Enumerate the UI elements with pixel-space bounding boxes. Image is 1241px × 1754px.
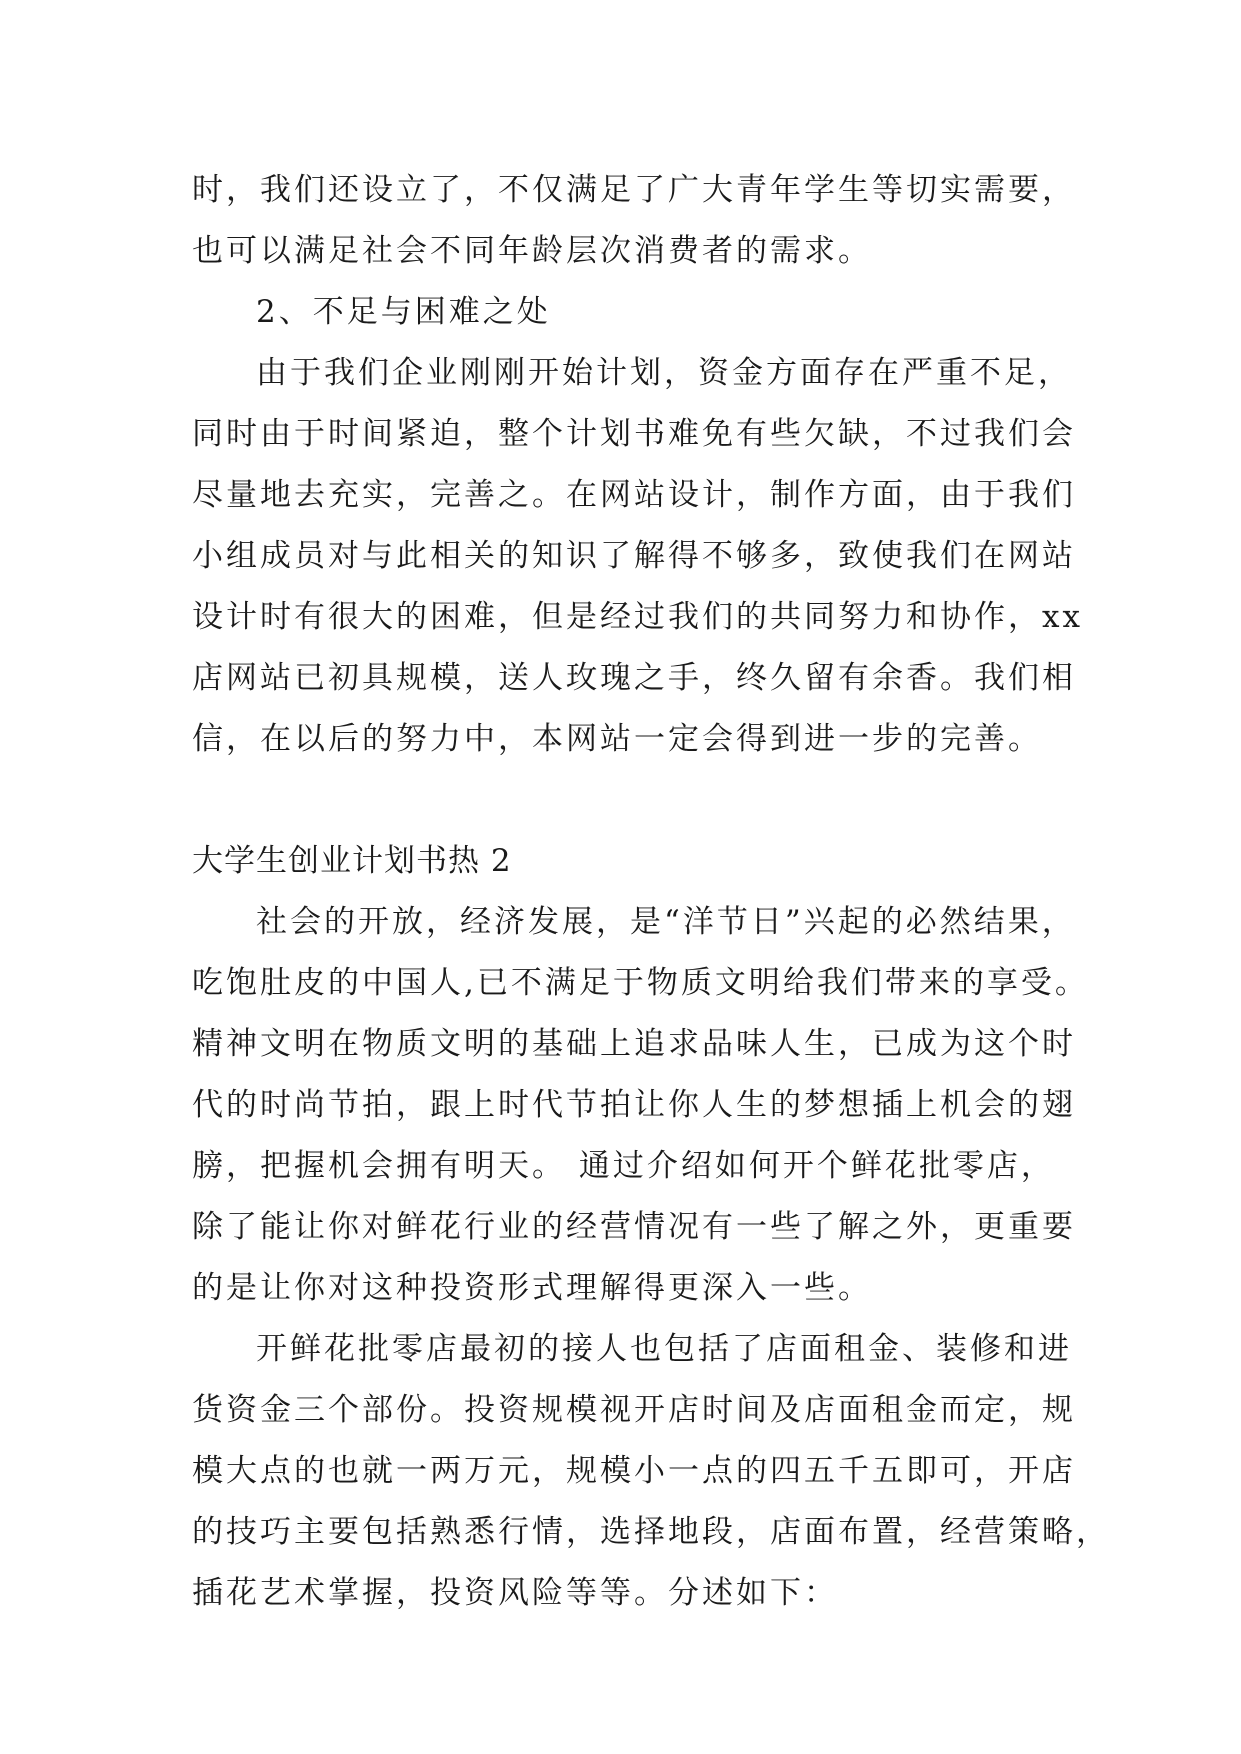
text-line: 由于我们企业刚刚开始计划，资金方面存在严重不足， bbox=[256, 355, 1072, 391]
text-line: 尽量地去充实，完善之。在网站设计，制作方面，由于我们 bbox=[192, 477, 1076, 513]
document-body bbox=[192, 160, 1110, 1624]
text-line: 的是让你对这种投资形式理解得更深入一些。 bbox=[192, 1270, 872, 1306]
spacer bbox=[192, 770, 1054, 831]
text-line: 货资金三个部份。投资规模视开店时间及店面租金而定，规 bbox=[192, 1392, 1076, 1428]
text-line: 模大点的也就一两万元，规模小一点的四五千五即可，开店 bbox=[192, 1453, 1076, 1489]
text-line: 精神文明在物质文明的基础上追求品味人生，已成为这个时 bbox=[192, 1026, 1076, 1062]
text-line: 除了能让你对鲜花行业的经营情况有一些了解之外，更重要 bbox=[192, 1209, 1076, 1245]
text-line: 店网站已初具规模，送人玫瑰之手，终久留有余香。我们相 bbox=[192, 660, 1076, 696]
text-line: 信，在以后的努力中，本网站一定会得到进一步的完善。 bbox=[192, 721, 1042, 757]
text-line: 社会的开放，经济发展，是“洋节日”兴起的必然结果， bbox=[256, 904, 1076, 940]
text-line: 小组成员对与此相关的知识了解得不够多，致使我们在网站 bbox=[192, 538, 1076, 574]
text-line: 膀，把握机会拥有明天。 通过介绍如何开个鲜花批零店， bbox=[192, 1148, 1055, 1184]
text-line: 代的时尚节拍，跟上时代节拍让你人生的梦想插上机会的翅 bbox=[192, 1087, 1076, 1123]
text-line: 开鲜花批零店最初的接人也包括了店面租金、装修和进 bbox=[256, 1331, 1072, 1367]
text-line: 同时由于时间紧迫，整个计划书难免有些欠缺，不过我们会 bbox=[192, 416, 1076, 452]
text-line: 时，我们还设立了，不仅满足了广大青年学生等切实需要， bbox=[192, 172, 1076, 208]
subheading: 2、不足与困难之处 bbox=[256, 294, 551, 330]
text-line: 吃饱肚皮的中国人,已不满足于物质文明给我们带来的享受。 bbox=[192, 965, 1089, 1001]
text-line: 设计时有很大的困难，但是经过我们的共同努力和协作，xx bbox=[192, 599, 1083, 635]
text-line: 插花艺术掌握，投资风险等等。分述如下： bbox=[192, 1575, 838, 1611]
section-title: 大学生创业计划书热 2 bbox=[192, 843, 512, 879]
text-line: 也可以满足社会不同年龄层次消费者的需求。 bbox=[192, 233, 872, 269]
text-line: 的技巧主要包括熟悉行情，选择地段，店面布置，经营策略， bbox=[192, 1514, 1110, 1550]
